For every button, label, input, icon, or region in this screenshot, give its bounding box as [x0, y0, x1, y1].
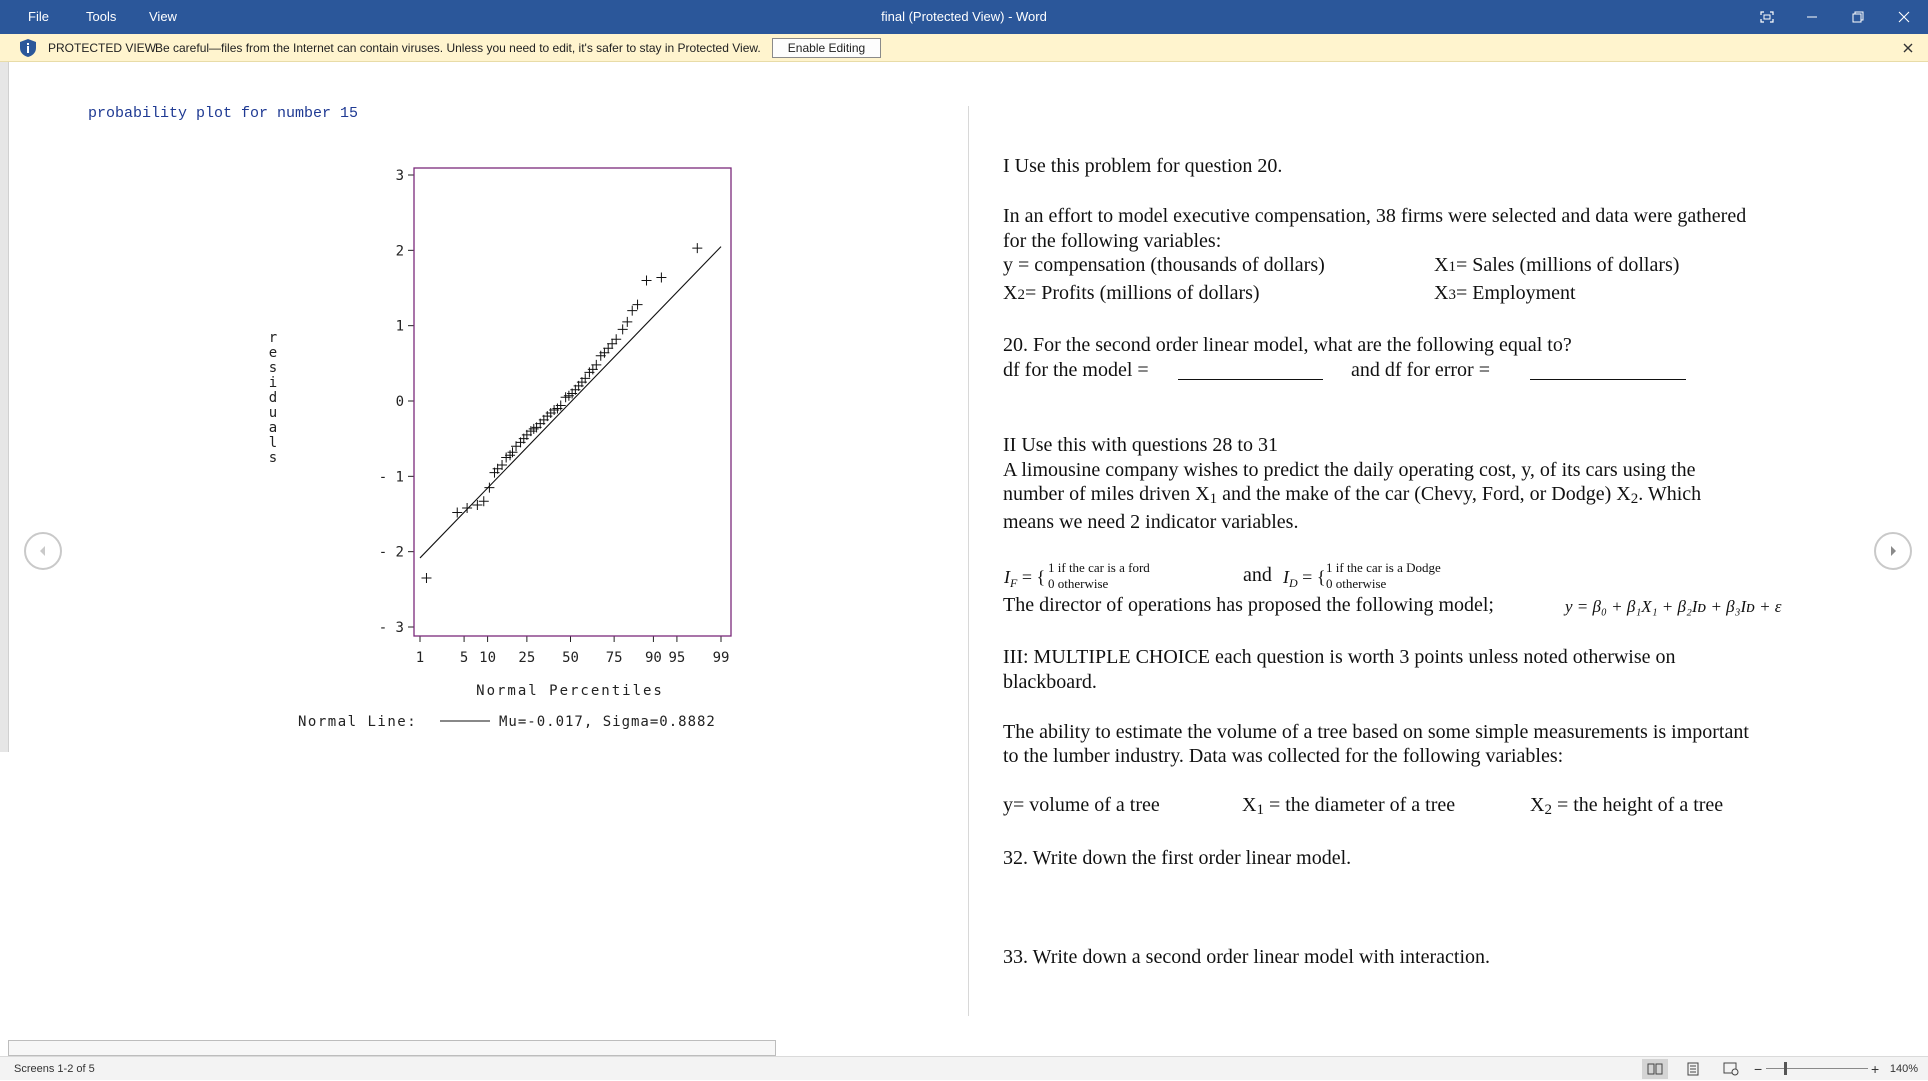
data-point — [421, 573, 431, 583]
director-text: The director of operations has proposed the following model; — [1003, 594, 1494, 616]
close-icon — [1898, 11, 1910, 23]
data-points — [421, 243, 702, 583]
minimize-button[interactable] — [1789, 0, 1835, 34]
chevron-right-icon — [1886, 544, 1900, 558]
y-tick-label: - 2 — [378, 544, 404, 561]
df-error-blank — [1530, 362, 1686, 380]
data-point — [656, 272, 666, 282]
previous-screen-button[interactable] — [24, 532, 62, 570]
screens-indicator: Screens 1-2 of 5 — [14, 1063, 95, 1075]
y-axis-label-letter: d — [268, 390, 278, 406]
question-32: 32. Write down the first order linear model. — [1003, 847, 1352, 869]
y-tick-label: 1 — [395, 318, 404, 335]
variable-x2: X2= Profits (millions of dollars) — [1003, 282, 1260, 304]
indicator-and: and — [1243, 564, 1272, 586]
y-axis-label-letter: u — [268, 405, 278, 421]
data-point — [484, 483, 494, 493]
page-icon — [1686, 1062, 1700, 1076]
indicator-ford-case-1: 1 if the car is a ford — [1048, 560, 1150, 575]
vertical-scrollbar[interactable] — [0, 62, 9, 752]
indicator-ford-label: $I_F$ = { — [1004, 567, 1046, 590]
y-tick-label: - 3 — [378, 620, 404, 636]
x-tick-label: 90 — [644, 650, 662, 666]
question-20: 20. For the second order linear model, what are the following equal to? — [1003, 334, 1572, 356]
legend-text: Mu=-0.017, Sigma=0.8882 — [499, 714, 716, 730]
y-tick-label: 2 — [395, 243, 404, 260]
x-tick-label: 99 — [712, 650, 730, 666]
variable-x3: X3= Employment — [1434, 282, 1576, 304]
section-3-line-2: blackboard. — [1003, 671, 1097, 693]
x-axis-label: Normal Percentiles — [476, 683, 664, 699]
zoom-level[interactable]: 140% — [1889, 1063, 1918, 1075]
legend-label: Normal Line: — [298, 714, 418, 730]
indicator-dodge-case-1: 1 if the car is a Dodge — [1326, 560, 1441, 575]
section-1-paragraph-line-1: In an effort to model executive compensation, 38 firms were selected and data were gathered — [1003, 205, 1747, 227]
title-bar — [0, 0, 1928, 34]
status-bar — [0, 1056, 1928, 1080]
x-tick-label: 50 — [562, 650, 579, 666]
y-axis-label-letter: s — [268, 450, 278, 466]
protected-view-bar — [0, 34, 1928, 62]
y-axis-label — [269, 330, 277, 466]
indicator-dodge-label: $I_D$ = { — [1283, 567, 1326, 590]
model-formula: y = β₀ + β₁X₁ + β₂Iᴅ + β₃Iᴅ + ε — [1565, 597, 1782, 616]
tree-variable-x1: X1 = the diameter of a tree — [1242, 794, 1456, 818]
print-layout-button[interactable] — [1680, 1059, 1706, 1079]
zoom-out-button[interactable]: − — [1754, 1061, 1763, 1077]
indicator-dodge-case-2: 0 otherwise — [1326, 576, 1387, 591]
x-tick-label: 95 — [668, 650, 686, 666]
variable-x1: X1= Sales (millions of dollars) — [1434, 254, 1680, 276]
restore-icon — [1852, 11, 1864, 23]
read-mode-button[interactable] — [1642, 1059, 1668, 1079]
tree-variable-x2: X2 = the height of a tree — [1530, 794, 1724, 818]
df-model-label: df for the model = — [1003, 359, 1149, 381]
shield-icon — [18, 38, 38, 58]
data-point — [462, 503, 472, 513]
section-1-heading: I Use this problem for question 20. — [1003, 155, 1283, 177]
tree-paragraph-line-1: The ability to estimate the volume of a tree based on some simple measurements is important — [1003, 721, 1749, 743]
menu-file[interactable]: File — [28, 9, 49, 24]
data-point — [642, 275, 652, 285]
data-point — [611, 334, 621, 344]
web-layout-button[interactable] — [1718, 1059, 1744, 1079]
x-axis-ticks — [416, 636, 730, 666]
tree-paragraph-line-2: to the lumber industry. Data was collected for the following variables: — [1003, 745, 1564, 767]
y-axis-label-letter: e — [268, 345, 278, 361]
normal-line — [420, 247, 721, 558]
close-window-button[interactable] — [1881, 0, 1927, 34]
y-axis-label-letter: l — [268, 435, 278, 451]
y-tick-label: - 1 — [378, 469, 404, 486]
data-point — [529, 424, 539, 434]
tree-variable-y: y= volume of a tree — [1003, 794, 1160, 816]
y-axis-label-letter: a — [268, 420, 278, 436]
section-3-line-1: III: MULTIPLE CHOICE each question is worth 3 points unless noted otherwise on — [1003, 646, 1676, 668]
variable-y: y = compensation (thousands of dollars) — [1003, 254, 1325, 276]
x-tick-label: 10 — [479, 650, 497, 666]
close-icon — [1902, 42, 1914, 54]
x-tick-label: 75 — [605, 650, 623, 666]
zoom-slider[interactable] — [1766, 1068, 1868, 1069]
plot-title: probability plot for number 15 — [88, 105, 359, 122]
x-tick-label: 25 — [518, 650, 536, 666]
chevron-left-icon — [36, 544, 50, 558]
y-axis-ticks — [379, 168, 414, 636]
y-axis-label-letter: r — [268, 330, 278, 346]
window-title: final (Protected View) - Word — [881, 9, 1047, 24]
book-icon — [1647, 1063, 1663, 1075]
data-point — [627, 306, 637, 316]
x-tick-label: 5 — [459, 650, 469, 666]
data-point — [633, 300, 643, 310]
section-2-line-2: number of miles driven X1 and the make of the car (Chevy, Ford, or Dodge) X2. Which — [1003, 483, 1702, 507]
y-axis-label-letter: i — [268, 375, 278, 391]
y-axis-label-letter: s — [268, 360, 278, 376]
section-1-paragraph-line-2: for the following variables: — [1003, 230, 1222, 252]
question-33: 33. Write down a second order linear model with interaction. — [1003, 946, 1491, 968]
page-divider — [968, 106, 969, 1016]
y-tick-label: 0 — [395, 394, 404, 410]
enable-editing-button[interactable]: Enable Editing — [772, 38, 881, 58]
web-icon — [1723, 1062, 1739, 1076]
plot-frame — [414, 168, 731, 636]
y-tick-label: 3 — [395, 168, 404, 184]
restore-button[interactable] — [1835, 0, 1881, 34]
section-2-heading: II Use this with questions 28 to 31 — [1003, 434, 1278, 456]
protected-view-label: PROTECTED VIEW — [48, 41, 157, 55]
next-screen-button[interactable] — [1874, 532, 1912, 570]
data-point — [622, 317, 632, 327]
focus-icon — [1760, 11, 1774, 23]
df-error-label: and df for error = — [1351, 359, 1490, 381]
protected-view-message: Be careful—files from the Internet can contain viruses. Unless you need to edit, it's safer to stay in Protected View. — [155, 41, 761, 55]
focus-mode-button[interactable] — [1744, 0, 1790, 34]
section-2-line-3: means we need 2 indicator variables. — [1003, 511, 1299, 533]
df-model-blank — [1178, 362, 1323, 380]
zoom-in-button[interactable]: + — [1871, 1061, 1880, 1077]
horizontal-scrollbar[interactable] — [8, 1040, 776, 1056]
indicator-ford-case-2: 0 otherwise — [1048, 576, 1109, 591]
close-bar-button[interactable] — [1898, 38, 1918, 58]
data-point — [618, 324, 628, 334]
menu-tools[interactable]: Tools — [86, 9, 117, 24]
section-2-line-1: A limousine company wishes to predict the daily operating cost, y, of its cars using the — [1003, 459, 1696, 481]
menu-view[interactable]: View — [149, 9, 177, 24]
x-tick-label: 1 — [415, 650, 425, 666]
minimize-icon — [1806, 11, 1818, 23]
data-point — [692, 243, 702, 253]
zoom-slider-thumb[interactable] — [1784, 1062, 1787, 1075]
probability-plot — [250, 150, 750, 740]
